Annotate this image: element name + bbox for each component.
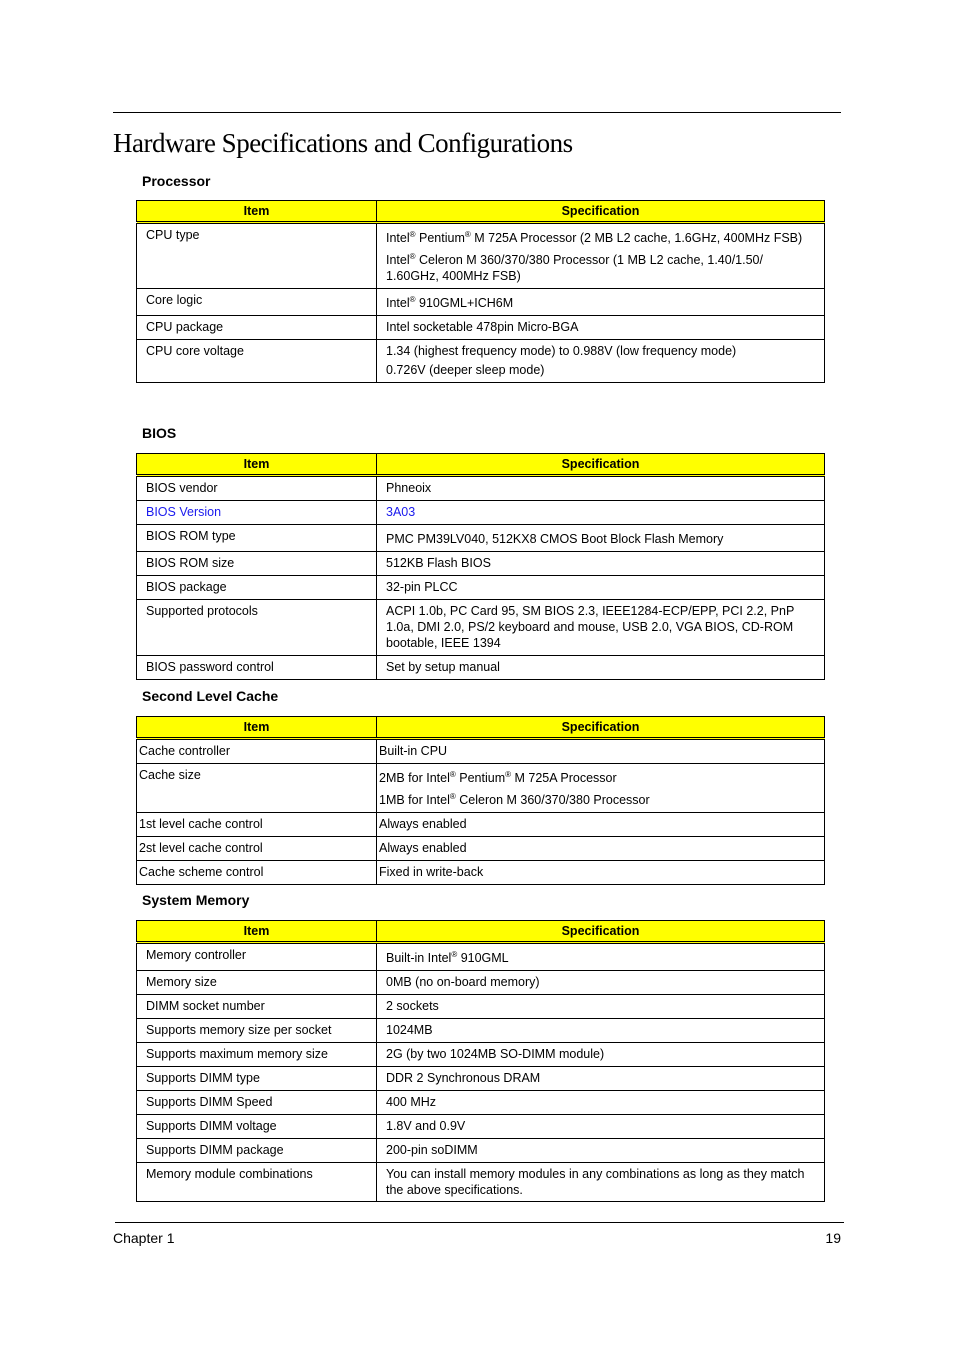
table-row xyxy=(137,1091,825,1115)
spec-cell: 2MB for Intel® Pentium® M 725A Processor 1MB for Intel® Celeron M 360/370/380 Processor xyxy=(377,764,825,813)
item-cell: Cache scheme control xyxy=(137,861,377,885)
item-cell: BIOS vendor xyxy=(137,476,377,501)
table-row xyxy=(137,1163,825,1202)
table-row xyxy=(137,1019,825,1043)
bios-table xyxy=(136,453,825,680)
table-row xyxy=(137,552,825,576)
table-row xyxy=(137,813,825,837)
spec-cell: Set by setup manual xyxy=(377,656,825,680)
spec-cell: ACPI 1.0b, PC Card 95, SM BIOS 2.3, IEEE1284-ECP/EPP, PCI 2.2, PnP 1.0a, DMI 2.0, PS/2 keyboard and mouse, USB 2.0, VGA BIOS, CD-ROM bootable, IEEE 1394 xyxy=(377,600,825,656)
item-cell: Supports DIMM package xyxy=(137,1139,377,1163)
table-row xyxy=(137,1067,825,1091)
table-row xyxy=(137,739,825,764)
table-header-row xyxy=(137,201,825,223)
memory-heading: System Memory xyxy=(142,892,250,908)
item-cell: Memory module combinations xyxy=(137,1163,377,1202)
spec-cell: Fixed in write-back xyxy=(377,861,825,885)
table-row xyxy=(137,316,825,340)
item-cell: DIMM socket number xyxy=(137,995,377,1019)
table-row xyxy=(137,1115,825,1139)
item-header: Item xyxy=(137,201,377,223)
footer-page-number: 19 xyxy=(825,1230,841,1246)
table-row xyxy=(137,995,825,1019)
item-cell: BIOS ROM type xyxy=(137,525,377,552)
table-row xyxy=(137,764,825,813)
bios-heading: BIOS xyxy=(142,425,177,441)
item-cell: BIOS password control xyxy=(137,656,377,680)
page-title: Hardware Specifications and Configurations xyxy=(113,128,573,158)
item-cell: 1st level cache control xyxy=(137,813,377,837)
item-cell: Core logic xyxy=(137,289,377,316)
spec-cell: Always enabled xyxy=(377,813,825,837)
bios-version-value-link[interactable]: 3A03 xyxy=(377,501,825,525)
item-cell: BIOS package xyxy=(137,576,377,600)
spec-cell: 2 sockets xyxy=(377,995,825,1019)
item-cell: CPU core voltage xyxy=(137,340,377,383)
item-cell: Supports maximum memory size xyxy=(137,1043,377,1067)
spec-cell: Intel® 910GML+ICH6M xyxy=(377,289,825,316)
item-cell: CPU package xyxy=(137,316,377,340)
item-cell: Cache size xyxy=(137,764,377,813)
item-cell: Supported protocols xyxy=(137,600,377,656)
table-row xyxy=(137,971,825,995)
spec-cell: 200-pin soDIMM xyxy=(377,1139,825,1163)
item-cell: Supports memory size per socket xyxy=(137,1019,377,1043)
item-header: Item xyxy=(137,717,377,739)
table-row xyxy=(137,525,825,552)
item-cell: CPU type xyxy=(137,223,377,289)
spec-cell: Intel socketable 478pin Micro-BGA xyxy=(377,316,825,340)
table-row xyxy=(137,837,825,861)
spec-cell: 400 MHz xyxy=(377,1091,825,1115)
spec-cell: 512KB Flash BIOS xyxy=(377,552,825,576)
item-header: Item xyxy=(137,454,377,476)
item-header: Item xyxy=(137,921,377,943)
table-row xyxy=(137,943,825,971)
specification-header: Specification xyxy=(377,921,825,943)
specification-header: Specification xyxy=(377,454,825,476)
item-cell: Memory size xyxy=(137,971,377,995)
spec-cell: Always enabled xyxy=(377,837,825,861)
spec-cell: Built-in Intel® 910GML xyxy=(377,943,825,971)
cache-heading: Second Level Cache xyxy=(142,688,279,704)
spec-cell: 2G (by two 1024MB SO-DIMM module) xyxy=(377,1043,825,1067)
header-rule xyxy=(113,112,841,113)
table-row xyxy=(137,1139,825,1163)
item-cell: BIOS ROM size xyxy=(137,552,377,576)
cache-table xyxy=(136,716,825,885)
table-row xyxy=(137,340,825,383)
spec-cell: Phneoix xyxy=(377,476,825,501)
item-cell: 2st level cache control xyxy=(137,837,377,861)
table-row xyxy=(137,576,825,600)
table-row xyxy=(137,1043,825,1067)
table-header-row xyxy=(137,454,825,476)
footer-chapter: Chapter 1 xyxy=(113,1230,175,1246)
table-row xyxy=(137,289,825,316)
footer-rule xyxy=(115,1222,844,1223)
processor-heading: Processor xyxy=(142,173,211,189)
spec-cell: Built-in CPU xyxy=(377,739,825,764)
bios-version-link[interactable]: BIOS Version xyxy=(137,501,377,525)
item-cell: Supports DIMM Speed xyxy=(137,1091,377,1115)
spec-cell: 1.8V and 0.9V xyxy=(377,1115,825,1139)
memory-table xyxy=(136,920,825,1202)
table-row-bios-version xyxy=(137,501,825,525)
spec-cell: DDR 2 Synchronous DRAM xyxy=(377,1067,825,1091)
spec-cell: You can install memory modules in any combinations as long as they match the above specifications. xyxy=(377,1163,825,1202)
item-cell: Memory controller xyxy=(137,943,377,971)
processor-table xyxy=(136,200,825,383)
specification-header: Specification xyxy=(377,717,825,739)
item-cell: Cache controller xyxy=(137,739,377,764)
spec-cell: 32-pin PLCC xyxy=(377,576,825,600)
table-row xyxy=(137,656,825,680)
spec-cell: 1024MB xyxy=(377,1019,825,1043)
spec-cell: PMC PM39LV040, 512KX8 CMOS Boot Block Flash Memory xyxy=(377,525,825,552)
spec-cell: Intel® Pentium® M 725A Processor (2 MB L2 cache, 1.6GHz, 400MHz FSB) Intel® Celeron M 360/370/380 Processor (1 MB L2 cache, 1.40/1.50/ 1.60GHz, 400MHz FSB) xyxy=(377,223,825,289)
table-header-row xyxy=(137,921,825,943)
spec-cell: 1.34 (highest frequency mode) to 0.988V (low frequency mode) 0.726V (deeper sleep mode) xyxy=(377,340,825,383)
specification-header: Specification xyxy=(377,201,825,223)
table-row xyxy=(137,223,825,289)
table-header-row xyxy=(137,717,825,739)
item-cell: Supports DIMM voltage xyxy=(137,1115,377,1139)
table-row xyxy=(137,600,825,656)
spec-cell: 0MB (no on-board memory) xyxy=(377,971,825,995)
table-row xyxy=(137,476,825,501)
table-row xyxy=(137,861,825,885)
item-cell: Supports DIMM type xyxy=(137,1067,377,1091)
